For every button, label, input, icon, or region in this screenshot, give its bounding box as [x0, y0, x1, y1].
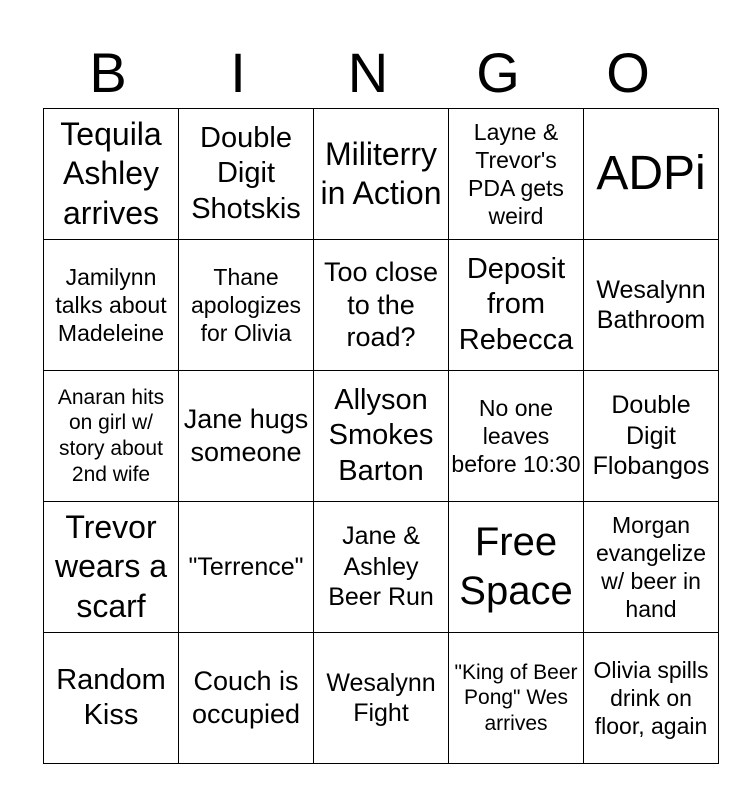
header-letter-g: G	[476, 41, 520, 104]
bingo-cell-r1c1[interactable]: Tequila Ashley arrives	[44, 109, 179, 240]
bingo-cell-r5c2[interactable]: Couch is occupied	[179, 633, 314, 764]
header-letter-b: B	[89, 41, 127, 104]
bingo-cell-r4c4-free-space[interactable]: Free Space	[449, 502, 584, 633]
bingo-cell-r3c3[interactable]: Allyson Smokes Barton	[314, 371, 449, 502]
header-letter-o: O	[606, 41, 650, 104]
header-letter-n: N	[347, 41, 389, 104]
bingo-cell-r1c4[interactable]: Layne & Trevor's PDA gets weird	[449, 109, 584, 240]
bingo-cell-r5c1[interactable]: Random Kiss	[44, 633, 179, 764]
board-row-4	[44, 502, 719, 633]
bingo-cell-r2c3[interactable]: Too close to the road?	[314, 240, 449, 371]
bingo-cell-r3c1[interactable]: Anaran hits on girl w/ story about 2nd wife	[44, 371, 179, 502]
header-letter-i: I	[230, 41, 246, 104]
bingo-cell-r3c2[interactable]: Jane hugs someone	[179, 371, 314, 502]
bingo-cell-r3c4[interactable]: No one leaves before 10:30	[449, 371, 584, 502]
board-row-3	[44, 371, 719, 502]
bingo-cell-r1c3[interactable]: Militerry in Action	[314, 109, 449, 240]
bingo-cell-r3c5[interactable]: Double Digit Flobangos	[584, 371, 719, 502]
bingo-cell-r2c2[interactable]: Thane apologizes for Olivia	[179, 240, 314, 371]
board-row-2	[44, 240, 719, 371]
bingo-cell-r1c2[interactable]: Double Digit Shotskis	[179, 109, 314, 240]
bingo-cell-r4c5[interactable]: Morgan evangelize w/ beer in hand	[584, 502, 719, 633]
bingo-board	[43, 108, 719, 764]
bingo-cell-r2c4[interactable]: Deposit from Rebecca	[449, 240, 584, 371]
bingo-cell-r5c3[interactable]: Wesalynn Fight	[314, 633, 449, 764]
bingo-cell-r4c1[interactable]: Trevor wears a scarf	[44, 502, 179, 633]
board-row-1	[44, 109, 719, 240]
bingo-cell-r1c5[interactable]: ADPi	[584, 109, 719, 240]
bingo-cell-r2c1[interactable]: Jamilynn talks about Madeleine	[44, 240, 179, 371]
bingo-cell-r2c5[interactable]: Wesalynn Bathroom	[584, 240, 719, 371]
board-row-5	[44, 633, 719, 764]
bingo-cell-r5c5[interactable]: Olivia spills drink on floor, again	[584, 633, 719, 764]
bingo-header	[43, 38, 693, 108]
bingo-cell-r4c2[interactable]: "Terrence"	[179, 502, 314, 633]
bingo-cell-r4c3[interactable]: Jane & Ashley Beer Run	[314, 502, 449, 633]
bingo-cell-r5c4[interactable]: "King of Beer Pong" Wes arrives	[449, 633, 584, 764]
